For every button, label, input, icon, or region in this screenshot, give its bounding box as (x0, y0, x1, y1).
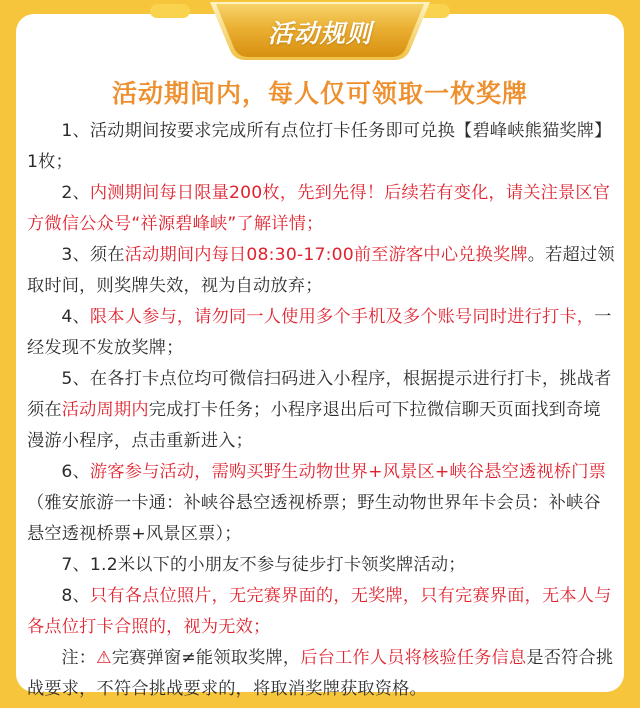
highlight-text: 游客参与活动，需购买野生动物世界+风景区+峡谷悬空透视桥门票 (89, 462, 606, 482)
highlight-text: 只有各点位照片，无完赛界面的，无奖牌，只有完赛界面，无本人与各点位打卡合照的，视为无效； (27, 586, 612, 637)
rule-text: 完成打卡任务；小程序退出后可下拉微信聊天页面找到奇境漫游小程序，点击重新进入； (27, 400, 601, 451)
rule-text: 3、须在 (61, 245, 125, 265)
rule-text: 一经发现不发放奖牌； (27, 307, 612, 358)
banner-shoulder-left (150, 4, 190, 18)
rule-text: 4、 (61, 307, 90, 327)
title-badge (210, 0, 430, 62)
headline: 活动期间内，每人仅可领取一枚奖牌 (111, 79, 528, 108)
rule-text: （雅安旅游一卡通：补峡谷悬空透视桥票；野生动物世界年卡会员：补峡谷悬空透视桥票+风景区票）； (27, 493, 601, 544)
rule-item-2 (27, 178, 617, 240)
rule-item-5 (27, 364, 617, 457)
rules-list (27, 116, 617, 705)
rule-text: 注： (61, 648, 97, 668)
rule-text: 8、 (61, 586, 90, 606)
rule-text: 完赛弹窗≠能领取奖牌， (111, 648, 301, 668)
rule-text: 1、活动期间按要求完成所有点位打卡任务即可兑换【碧峰峡熊猫奖牌】1枚； (27, 121, 612, 172)
rule-text: 6、 (61, 462, 90, 482)
rule-item-4 (27, 302, 617, 364)
highlight-text: 活动期间内每日08:30-17:00前至游客中心兑换奖牌 (124, 245, 528, 265)
warning-icon: ⚠ (96, 648, 112, 668)
title-banner (0, 0, 640, 70)
highlight-text: 内测期间每日限量200枚，先到先得！后续若有变化，请关注景区官方微信公众号“祥源碧峰峡”了解详情； (27, 183, 611, 234)
rule-item-6 (27, 457, 617, 550)
rule-item-7 (27, 550, 617, 581)
rule-item-3 (27, 240, 617, 302)
rule-note (27, 643, 617, 705)
rule-text: 7、1.2米以下的小朋友不参与徒步打卡领奖牌活动； (61, 555, 466, 575)
highlight-text: 后台工作人员将核验任务信息 (300, 648, 527, 668)
rule-text: 是否符合挑战要求，不符合挑战要求的，将取消奖牌获取资格。 (27, 648, 614, 699)
rule-text: 5、在各打卡点位均可微信扫码进入小程序，根据提示进行打卡，挑战者须在 (27, 369, 612, 420)
rule-item-1 (27, 116, 617, 178)
rule-text: 2、 (61, 183, 90, 203)
highlight-text: 活动周期内 (61, 400, 149, 420)
badge-title: 活动规则 (267, 19, 372, 48)
rule-text: 。若超过领取时间，则奖牌失效，视为自动放弃； (27, 245, 615, 296)
rule-item-8 (27, 581, 617, 643)
highlight-text: 限本人参与，请勿同一人使用多个手机及多个账号同时进行打卡， (89, 307, 595, 327)
